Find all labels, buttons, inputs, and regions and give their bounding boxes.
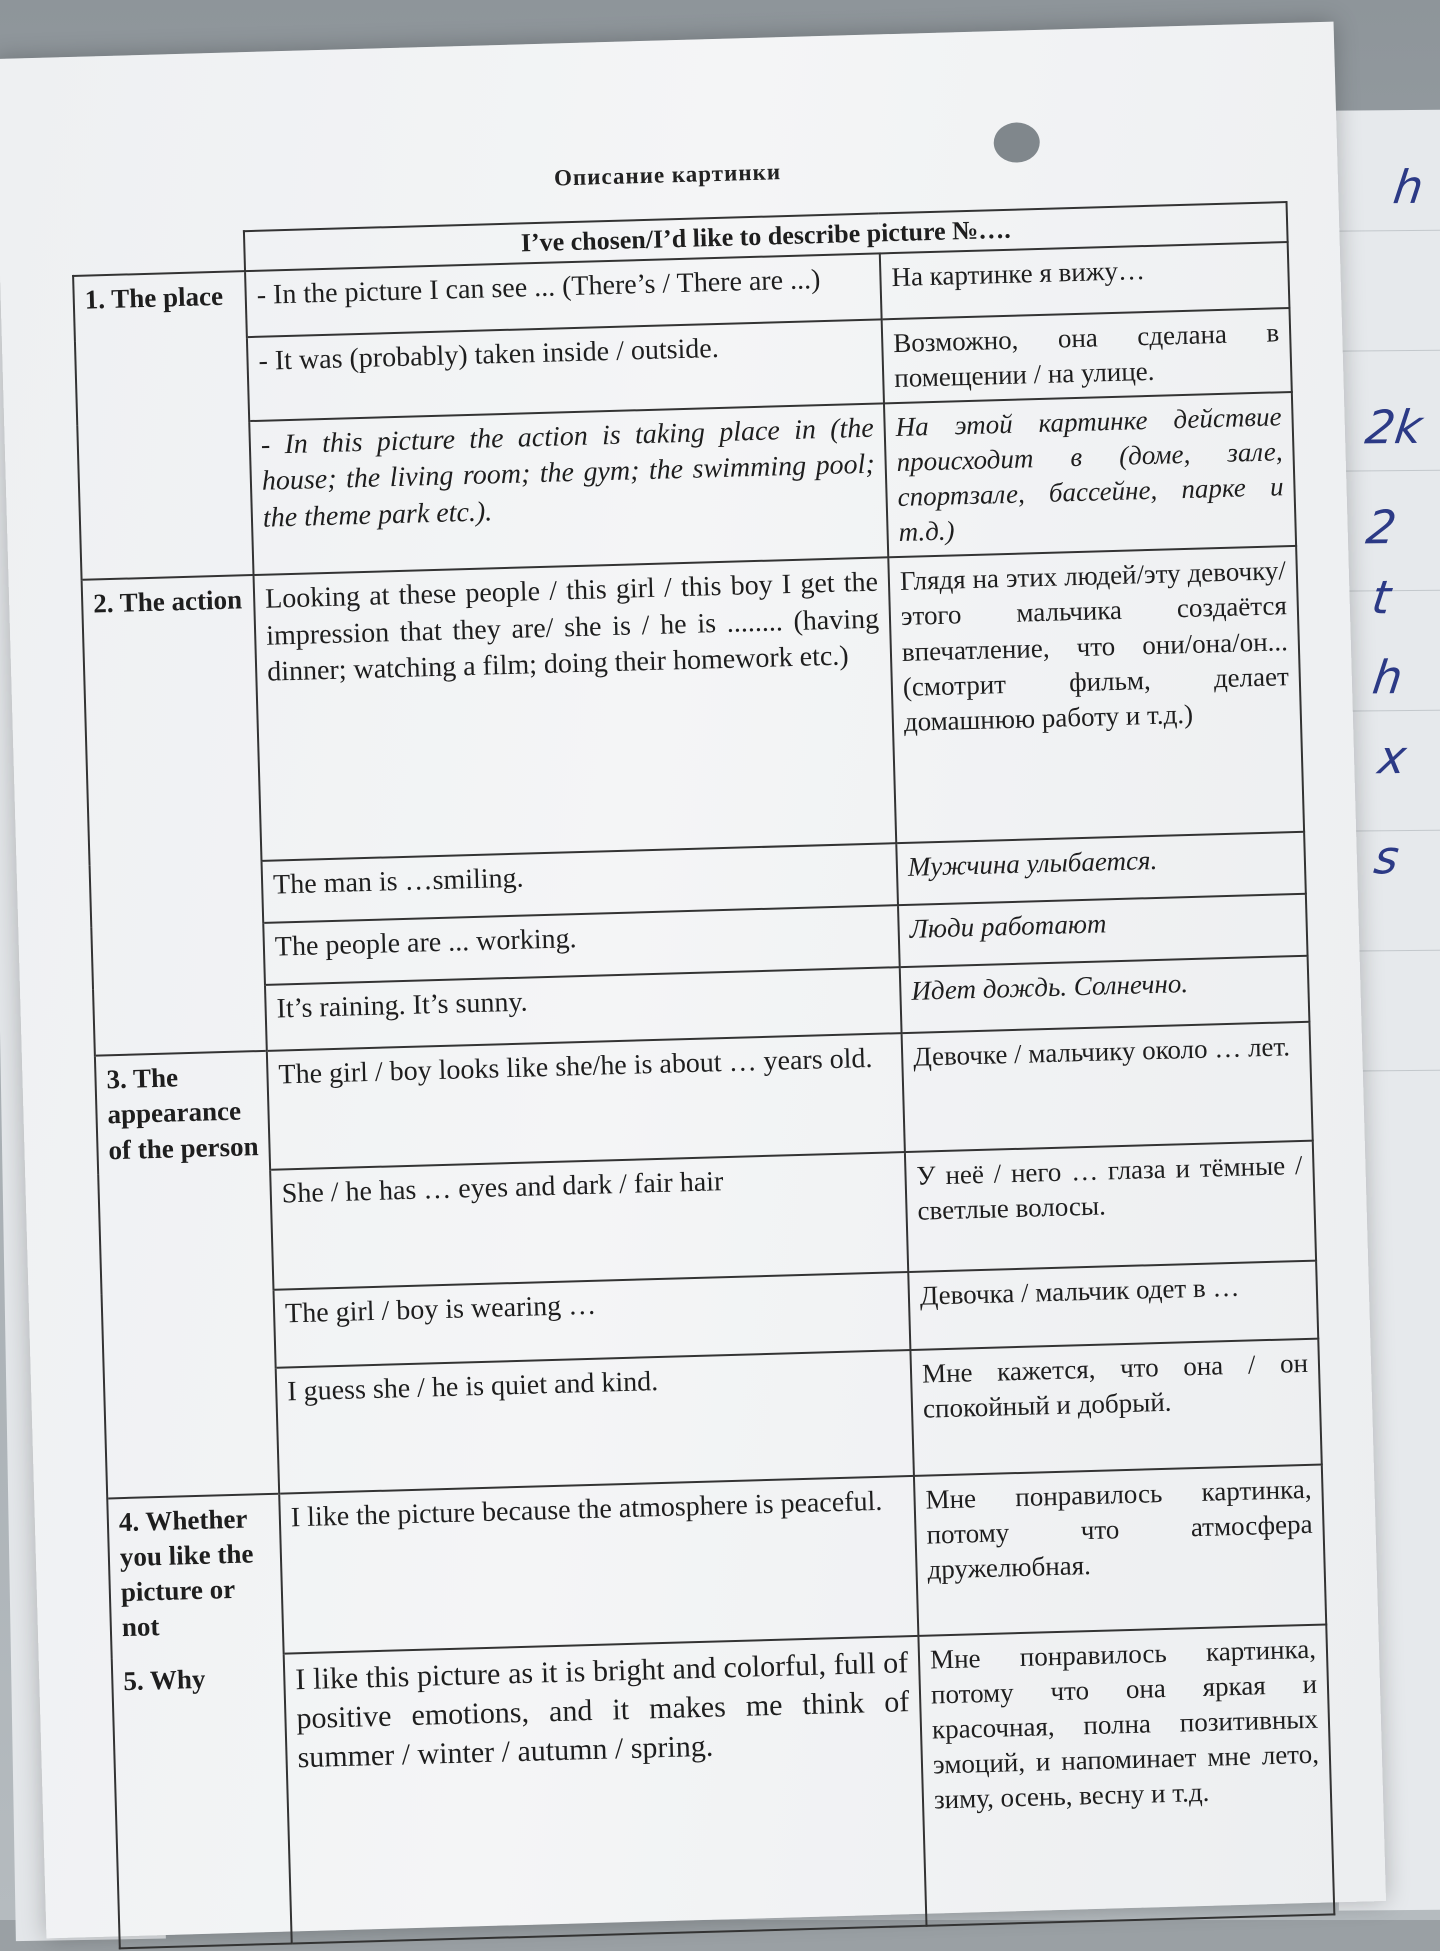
section-label bbox=[90, 861, 264, 928]
table-row bbox=[112, 1624, 1335, 1948]
table-row bbox=[82, 546, 1305, 866]
section-label bbox=[98, 1169, 273, 1294]
english-phrase: She / he has … eyes and dark / fair hair bbox=[270, 1152, 908, 1290]
handwritten-note: 2 bbox=[1363, 500, 1400, 555]
russian-translation: На этой картинке действие происходит в (доме, зале, спортзале, бассейне, парке и т.д.) bbox=[884, 392, 1296, 558]
english-phrase: It’s raining. It’s sunny. bbox=[265, 967, 902, 1051]
english-phrase: I like this picture as it is bright and colorful, full of positive emotions, and it makes me think of summer / winter / autumn / spring. bbox=[284, 1636, 927, 1944]
handwritten-note: t bbox=[1368, 570, 1395, 625]
section-label bbox=[93, 985, 267, 1056]
russian-translation: Мне понравилось картинка, потому что она яркая и красочная, полна позитивных эмоций, и напоминает мне лето, зиму, осень, весну и т.д. bbox=[918, 1624, 1334, 1925]
russian-translation: Мужчина улыбается. bbox=[896, 832, 1306, 905]
section-label: 4. Whether you like the picture or not bbox=[107, 1493, 283, 1658]
russian-translation: У неё / него … глаза и тёмные / светлые волосы. bbox=[905, 1140, 1316, 1271]
section-label bbox=[75, 337, 249, 426]
russian-translation: Люди работают bbox=[898, 894, 1308, 967]
russian-translation: Идет дождь. Солнечно. bbox=[900, 956, 1310, 1033]
handwritten-note: h bbox=[1390, 159, 1427, 215]
table-header: I’ve chosen/I’d like to describe picture №…. bbox=[244, 202, 1288, 271]
section-label: 5. Why bbox=[112, 1653, 292, 1948]
english-phrase: The girl / boy is wearing … bbox=[273, 1272, 910, 1368]
russian-translation: Девочке / мальчику около … лет. bbox=[902, 1022, 1313, 1152]
section-label bbox=[102, 1289, 276, 1372]
english-phrase: The man is …smiling. bbox=[262, 844, 898, 924]
section-label bbox=[91, 923, 265, 990]
english-phrase: I guess she / he is quiet and kind. bbox=[276, 1350, 914, 1494]
section-label bbox=[104, 1367, 279, 1498]
russian-translation: На картинке я вижу… bbox=[880, 242, 1290, 319]
russian-translation: Девочка / мальчик одет в … bbox=[908, 1260, 1318, 1349]
section-label: 3. The appearance of the person bbox=[95, 1051, 270, 1174]
english-phrase: - In this picture the action is taking place in (the house; the living room; the gym; the swimming pool; the theme park etc.). bbox=[249, 403, 888, 575]
russian-translation: Мне понравилось картинка, потому что атмосфера дружелюбная. bbox=[914, 1464, 1326, 1635]
page-title: Описание картинки bbox=[553, 159, 782, 191]
russian-translation: Мне кажется, что она / он спокойный и добрый. bbox=[910, 1338, 1321, 1475]
handwritten-note: s bbox=[1371, 830, 1403, 885]
description-table bbox=[71, 201, 1335, 1949]
section-label bbox=[77, 421, 253, 580]
section-label: 1. The place bbox=[73, 271, 247, 342]
english-phrase: The girl / boy looks like she/he is about … years old. bbox=[267, 1033, 905, 1169]
english-phrase: I like the picture because the atmosphere is peaceful. bbox=[279, 1476, 918, 1654]
russian-translation: Возможно, она сделана в помещении / на улице. bbox=[882, 308, 1292, 404]
english-phrase: Looking at these people / this girl / this boy I get the impression that they are/ she is / he is ........ (having dinner; watching a film; doing their homework etc.) bbox=[254, 558, 897, 862]
english-phrase: - In the picture I can see ... (There’s / There are ...) bbox=[245, 253, 882, 337]
section-label: 2. The action bbox=[82, 575, 262, 866]
handwritten-note: x bbox=[1375, 729, 1410, 785]
russian-translation: Глядя на этих людей/эту девочку/этого мальчика создаётся впечатление, что они/она/он... (смотрит фильм, делает домашнюю работу и т.д.) bbox=[888, 546, 1304, 843]
handwritten-note: h bbox=[1369, 650, 1406, 705]
worksheet bbox=[0, 22, 1386, 1939]
english-phrase: - It was (probably) taken inside / outside. bbox=[247, 319, 884, 421]
english-phrase: The people are ... working. bbox=[263, 906, 899, 986]
handwritten-note: 2k bbox=[1362, 399, 1426, 455]
